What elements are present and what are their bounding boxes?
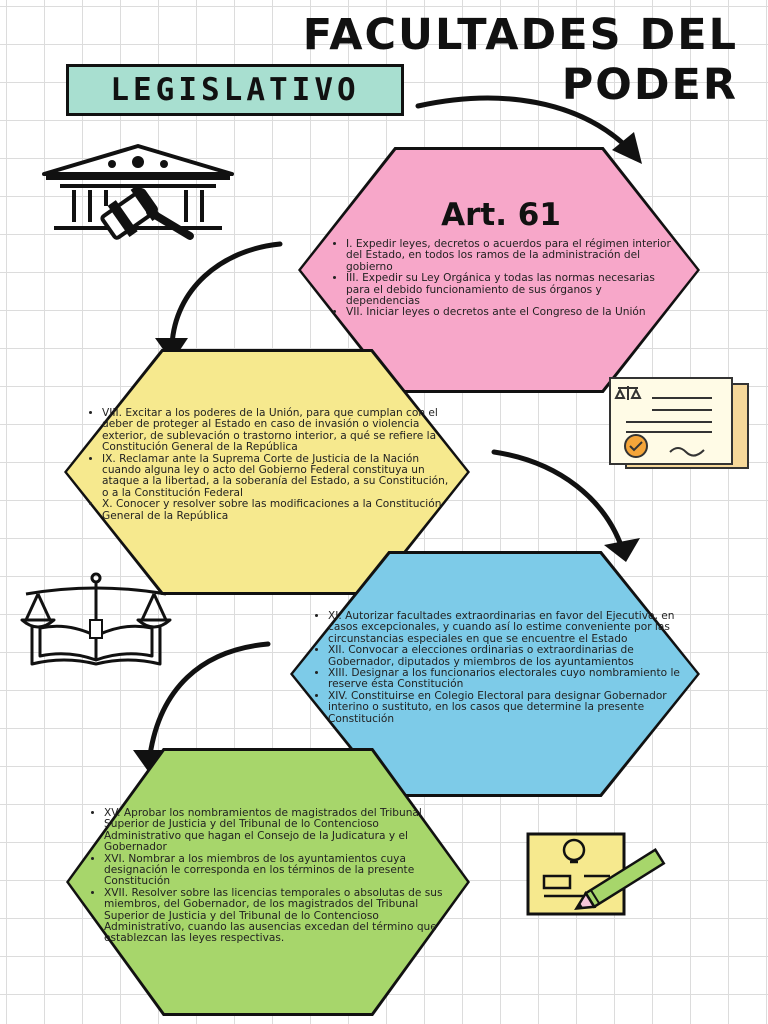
page-title-line1: FACULTADES DEL — [302, 10, 738, 60]
hexagon-section-4-content — [88, 808, 456, 945]
list-item: • XV. Aprobar los nombramientos de magistrados del Tribunal Superior de Justicia y del Tribunal de lo Contencioso Administrativo que hagan el Consejo de la Judicatura y el Gobernador — [104, 808, 456, 854]
list-item: • XII. Convocar a elecciones ordinarias o extraordinarias de Gobernador, diputados y miembros de los ayuntamientos — [328, 645, 686, 668]
list-item: • X. Conocer y resolver sobre las modificaciones a la Constitución General de la República — [102, 499, 458, 522]
list-item: • XI. Autorizar facultades extraordinarias en favor del Ejecutivo, en casos excepcionales, y cuando así lo estime conveniente por las circunstancias especiales en que se encuentre el Estado — [328, 611, 686, 645]
hexagon-art61-content — [330, 197, 672, 319]
article-list-3 — [312, 611, 686, 725]
list-item: • III. Expedir su Ley Orgánica y todas las normas necesarias para el debido funcionamiento de sus órganos y dependencias — [346, 273, 672, 307]
article-list-4 — [88, 808, 456, 945]
document-pencil-icon — [524, 832, 674, 916]
list-item: • VII. Iniciar leyes o decretos ante el Congreso de la Unión — [346, 307, 672, 318]
list-item: • IX. Reclamar ante la Suprema Corte de Justicia de la Nación cuando alguna ley o acto del Gobierno Federal constituya un ataque a la libertad, a la soberanía del Estado, a su Constitución, o a la Constitución Federal — [102, 454, 458, 500]
hexagon-section-2-content — [86, 408, 458, 522]
article-list-2 — [86, 408, 458, 522]
legal-document-icon — [604, 376, 750, 470]
courthouse-gavel-icon — [40, 142, 236, 238]
hexagon-section-3-content — [312, 611, 686, 725]
list-item: • XIV. Constituirse en Colegio Electoral para designar Gobernador interino o sustituto, en los casos que determine la presente Constitución — [328, 691, 686, 725]
article-heading: Art. 61 — [441, 197, 561, 233]
list-item: • XIII. Designar a los funcionarios electorales cuyo nombramiento le reserve ésta Constitución — [328, 668, 686, 691]
list-item: • XVII. Resolver sobre las licencias temporales o absolutas de sus miembros, del Gobernador, de los magistrados del Tribunal Superior de Justicia y del Tribunal de lo Contencioso Administrativo, cuando las ausencias excedan del término que establezcan las leyes respectivas. — [104, 888, 456, 945]
page-title-line2: PODER — [561, 60, 738, 110]
article-list-1 — [330, 239, 672, 319]
list-item: • XVI. Nombrar a los miembros de los ayuntamientos cuya designación le corresponda en los términos de la presente Constitución — [104, 854, 456, 888]
list-item: • VIII. Excitar a los poderes de la Unión, para que cumplan con el deber de proteger al Estado en caso de invasión o violencia exterior, de sublevación o trastorno interior, a qué se refiere la Constitución General de la República — [102, 408, 458, 454]
subtitle-text: LEGISLATIVO — [110, 72, 360, 108]
list-item: • I. Expedir leyes, decretos o acuerdos para el régimen interior del Estado, en todos los ramos de la administración del gobierno — [346, 239, 672, 273]
justice-scale-book-icon — [18, 572, 174, 668]
